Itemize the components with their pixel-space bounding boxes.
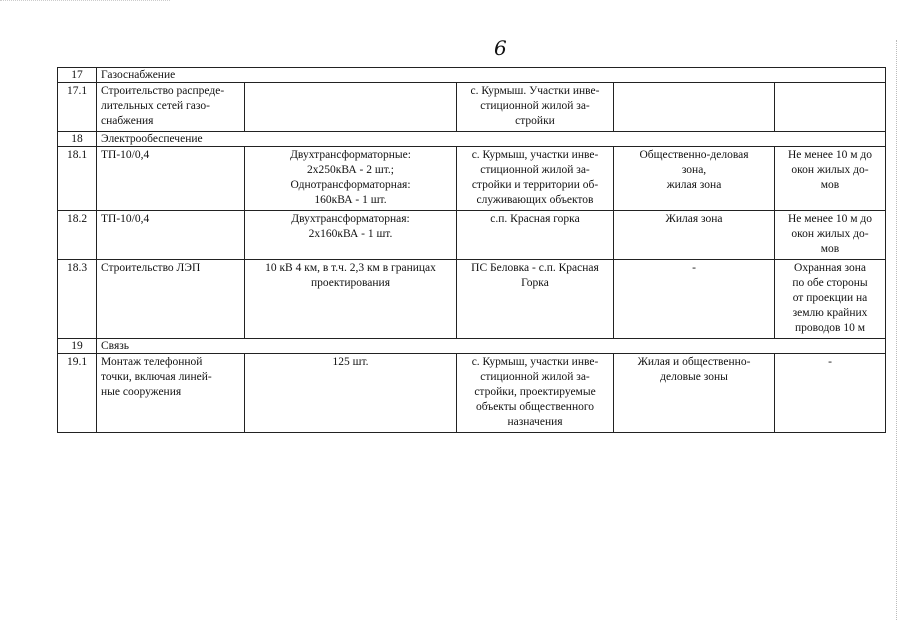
section-row — [58, 132, 886, 147]
table-row — [58, 354, 886, 433]
table-row — [58, 211, 886, 260]
section-title: Связь — [97, 339, 886, 354]
section-number: 18 — [58, 132, 97, 147]
zone-restrictions: - — [775, 354, 886, 433]
row-number: 18.1 — [58, 147, 97, 211]
table-row — [58, 147, 886, 211]
object-location: с. Курмыш, участки инве- стиционной жилой за- стройки, проектируемые объекты общественного назначения — [457, 354, 614, 433]
section-number: 17 — [58, 68, 97, 83]
section-title: Газоснабжение — [97, 68, 886, 83]
object-parameters — [245, 83, 457, 132]
table-body — [58, 68, 886, 433]
scan-artifact-top — [0, 0, 170, 2]
section-number: 19 — [58, 339, 97, 354]
row-number: 18.3 — [58, 260, 97, 339]
section-row — [58, 339, 886, 354]
zone-restrictions: Не менее 10 м до окон жилых до- мов — [775, 147, 886, 211]
section-title: Электрообеспечение — [97, 132, 886, 147]
row-number: 19.1 — [58, 354, 97, 433]
object-location: с.п. Красная горка — [457, 211, 614, 260]
object-name: Строительство распреде- лительных сетей газо- снабжения — [97, 83, 245, 132]
zone-restrictions: Охранная зона по обе стороны от проекции на землю крайних проводов 10 м — [775, 260, 886, 339]
object-location: ПС Беловка - с.п. Красная Горка — [457, 260, 614, 339]
functional-zone: Общественно-деловая зона, жилая зона — [614, 147, 775, 211]
functional-zone: - — [614, 260, 775, 339]
object-parameters: Двухтрансформаторная: 2х160кВА - 1 шт. — [245, 211, 457, 260]
object-location: с. Курмыш, участки инве- стиционной жилой за- стройки и территории об- служивающих объектов — [457, 147, 614, 211]
object-location: с. Курмыш. Участки инве- стиционной жилой за- стройки — [457, 83, 614, 132]
scan-artifact-edge — [895, 40, 897, 620]
row-number: 17.1 — [58, 83, 97, 132]
table-row — [58, 83, 886, 132]
infrastructure-table — [57, 67, 886, 433]
page-number: 6 — [494, 36, 507, 60]
functional-zone: Жилая и общественно- деловые зоны — [614, 354, 775, 433]
functional-zone — [614, 83, 775, 132]
object-name: Строительство ЛЭП — [97, 260, 245, 339]
zone-restrictions: Не менее 10 м до окон жилых до- мов — [775, 211, 886, 260]
object-parameters: 10 кВ 4 км, в т.ч. 2,3 км в границах проектирования — [245, 260, 457, 339]
row-number: 18.2 — [58, 211, 97, 260]
table-row — [58, 260, 886, 339]
object-name: Монтаж телефонной точки, включая линей- ные сооружения — [97, 354, 245, 433]
functional-zone: Жилая зона — [614, 211, 775, 260]
section-row — [58, 68, 886, 83]
object-name: ТП-10/0,4 — [97, 211, 245, 260]
zone-restrictions — [775, 83, 886, 132]
object-parameters: 125 шт. — [245, 354, 457, 433]
object-parameters: Двухтрансформаторные: 2х250кВА - 2 шт.; Однотрансформаторная: 160кВА - 1 шт. — [245, 147, 457, 211]
object-name: ТП-10/0,4 — [97, 147, 245, 211]
